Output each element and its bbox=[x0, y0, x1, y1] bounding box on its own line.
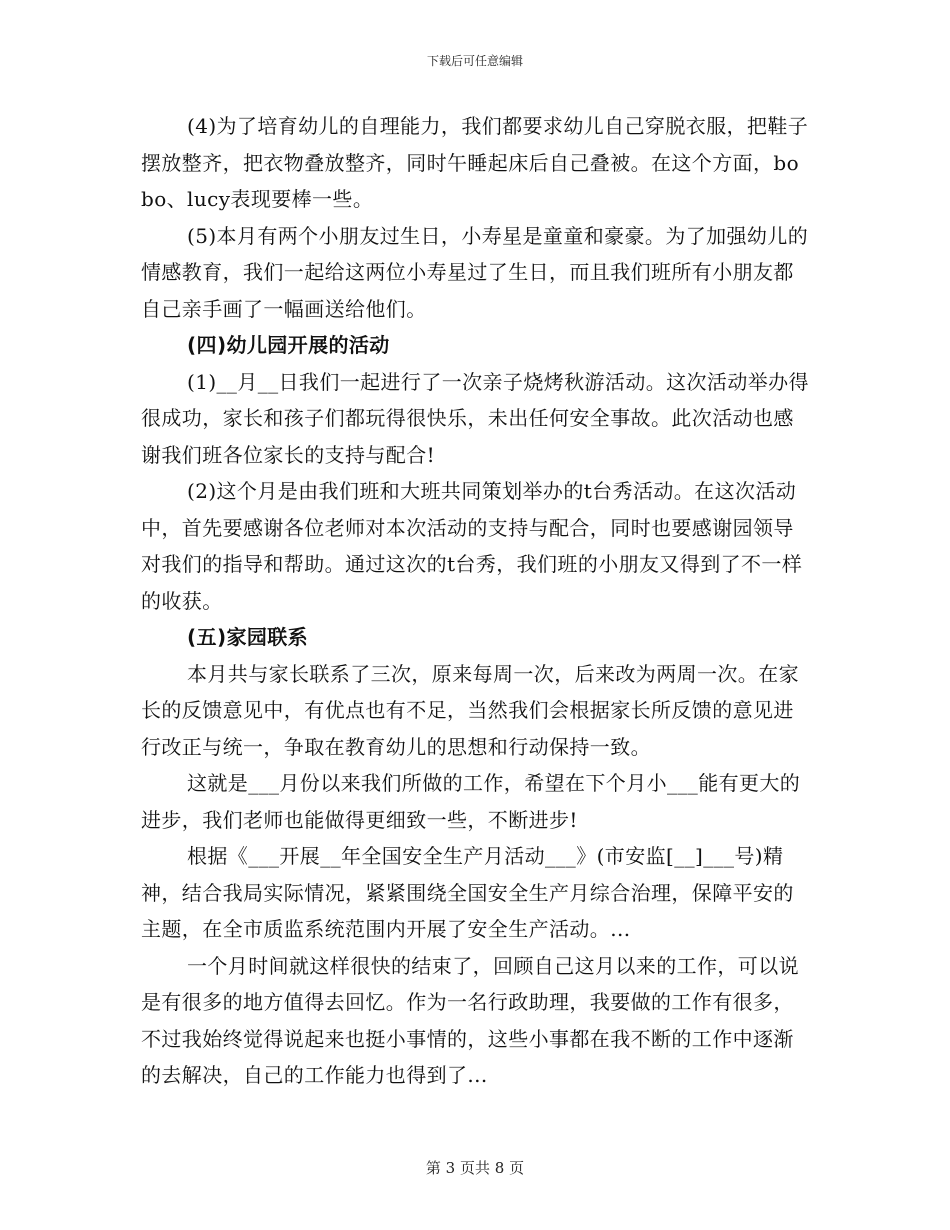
paragraph-bbq-outing: (1)__月__日我们一起进行了一次亲子烧烤秋游活动。这次活动举办得很成功，家长和孩子们都玩得很快乐，未出任何安全事故。此次活动也感谢我们班各位家长的支持与配合! bbox=[141, 369, 809, 467]
paragraph-birthday: (5)本月有两个小朋友过生日，小寿星是童童和豪豪。为了加强幼儿的情感教育，我们一起给这两位小寿星过了生日，而且我们班所有小朋友都自己亲手画了一幅画送给他们。 bbox=[141, 223, 809, 321]
paragraph-summary: 这就是___月份以来我们所做的工作，希望在下个月小___能有更大的进步，我们老师也能做得更细致一些，不断进步! bbox=[141, 771, 801, 832]
document-body bbox=[141, 108, 811, 1094]
page-header: 下载后可任意编辑 bbox=[426, 54, 523, 68]
paragraph-parent-contact: 本月共与家长联系了三次，原来每周一次，后来改为两周一次。在家长的反馈意见中，有优点也有不足，当然我们会根据家长所反馈的意见进行改正与统一，争取在教育幼儿的思想和行动保持一致。 bbox=[141, 661, 799, 759]
paragraph-t-show: (2)这个月是由我们班和大班共同策划举办的t台秀活动。在这次活动中，首先要感谢各位老师对本次活动的支持与配合，同时也要感谢园领导对我们的指导和帮助。通过这次的t台秀，我们班的小朋友又得到了不一样的收获。 bbox=[141, 479, 803, 613]
paragraph-self-care: (4)为了培育幼儿的自理能力，我们都要求幼儿自己穿脱衣服，把鞋子摆放整齐，把衣物叠放整齐，同时午睡起床后自己叠被。在这个方面，bobo、lucy表现要棒一些。 bbox=[141, 114, 809, 211]
paragraph-admin-assistant: 一个月时间就这样很快的结束了，回顾自己这月以来的工作，可以说是有很多的地方值得去回忆。作为一名行政助理，我要做的工作有很多，不过我始终觉得说起来也挺小事情的，这些小事都在我不断的工作中逐渐的去解决，自己的工作能力也得到了... bbox=[141, 953, 799, 1087]
page-number: 第 3 页共 8 页 bbox=[425, 1159, 525, 1177]
section-heading-activities: (四)幼儿园开展的活动 bbox=[187, 333, 390, 357]
paragraph-safety-month: 根据《___开展__年全国安全生产月活动___》(市安监[__]___号)精神，结合我局实际情况，紧紧围绕全国安全生产月综合治理，保障平安的主题，在全市质监系统范围内开展了安全生产活动。... bbox=[141, 844, 794, 941]
section-heading-home-school: (五)家园联系 bbox=[187, 625, 309, 649]
